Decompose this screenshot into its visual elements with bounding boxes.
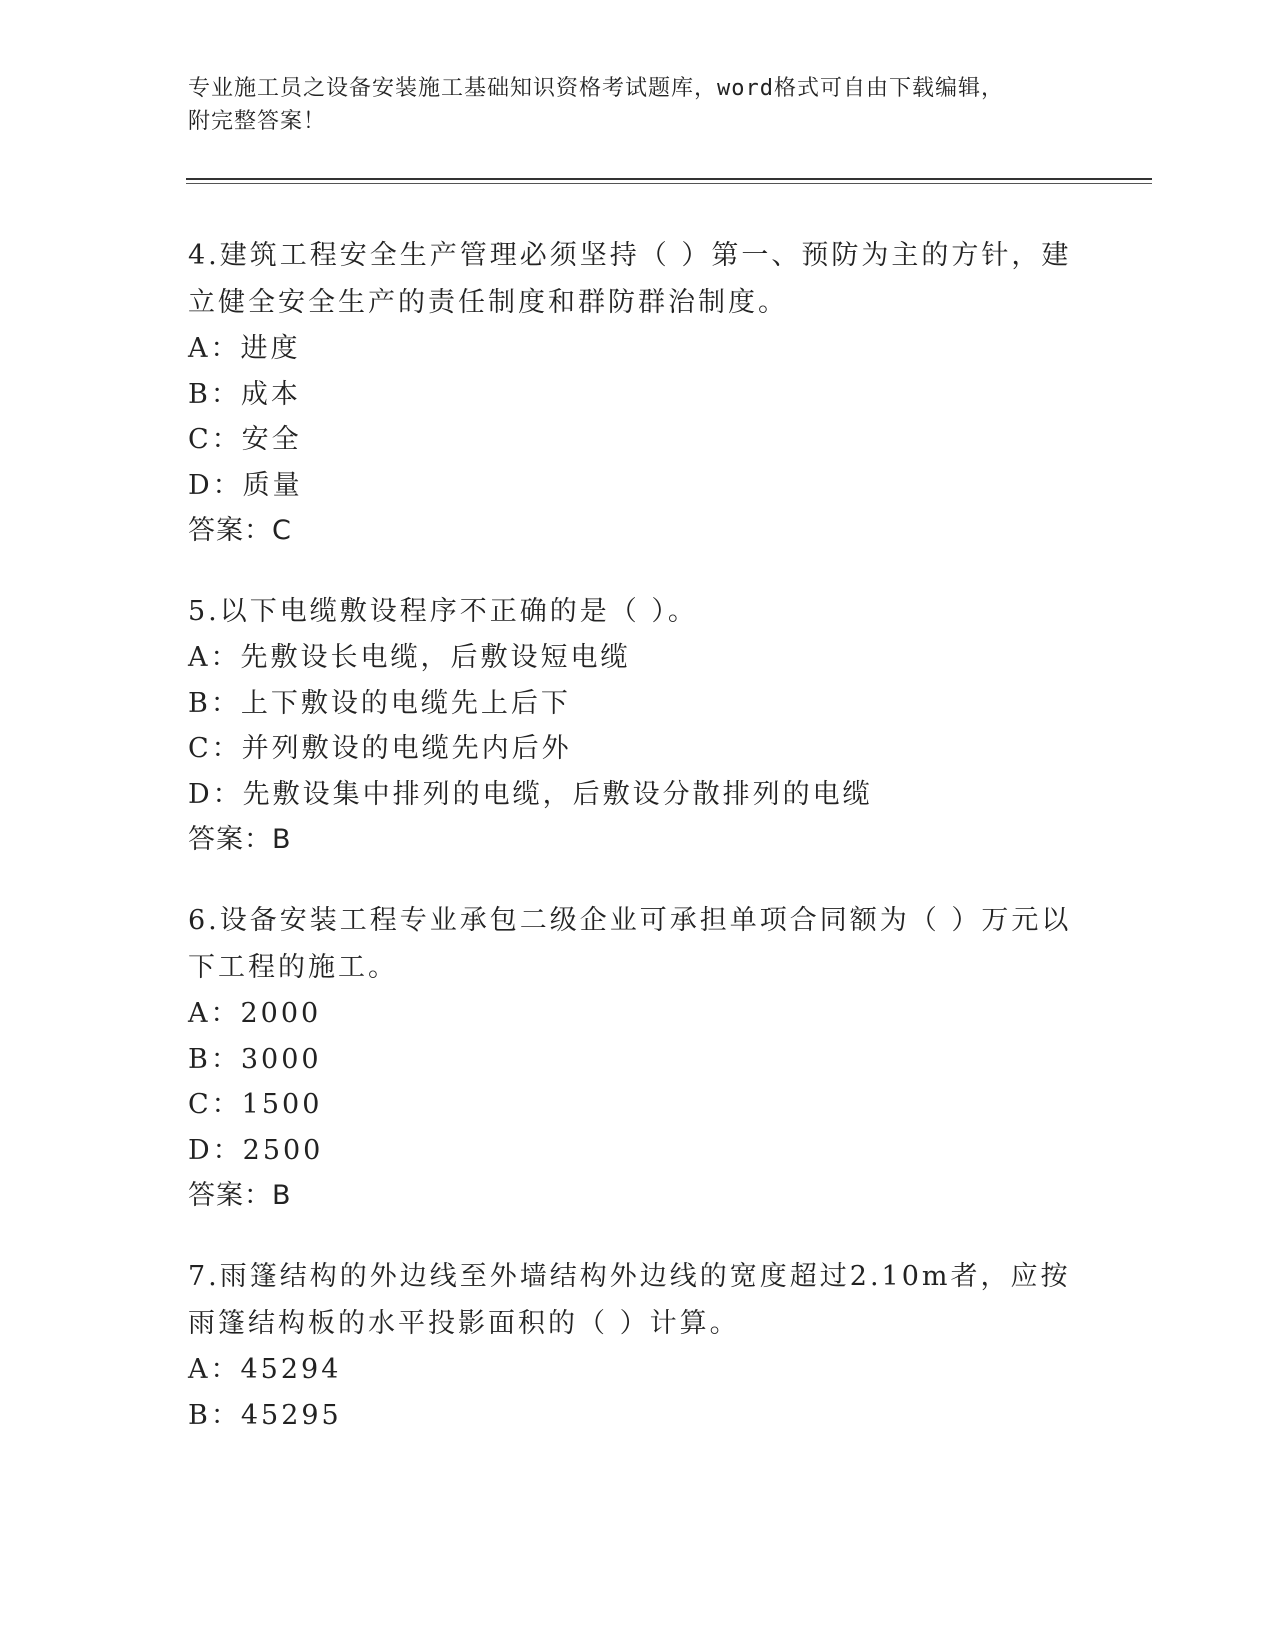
option-c: C：并列敷设的电缆先内后外: [188, 733, 572, 764]
option-b: B：45295: [188, 1399, 342, 1431]
question-4: [188, 232, 1088, 554]
option-a: A：2000: [188, 998, 322, 1029]
header-line-2: 附完整答案！: [188, 109, 327, 134]
option-d: D：先敷设集中排列的电缆，后敷设分散排列的电缆: [188, 778, 873, 810]
header-divider-thick: [186, 178, 1152, 180]
option-b: B：3000: [188, 1043, 322, 1075]
answer: 答案：B: [188, 1180, 292, 1211]
option-c: C：安全: [188, 424, 302, 455]
option-a: A：45294: [188, 1354, 342, 1385]
question-stem: 5.以下电缆敷设程序不正确的是（ ）。: [188, 596, 698, 627]
question-stem: 4.建筑工程安全生产管理必须坚持（ ）第一、预防为主的方针，建立健全安全生产的责任制度和群防群治制度。: [188, 240, 1072, 318]
question-6: [188, 897, 1088, 1219]
document-header: [188, 72, 1088, 138]
option-d: D：质量: [188, 469, 303, 501]
option-b: B：成本: [188, 378, 301, 410]
header-divider-thin: [186, 183, 1152, 184]
question-5: [188, 588, 1088, 863]
option-d: D：2500: [188, 1134, 324, 1166]
answer: 答案：C: [188, 515, 292, 546]
option-c: C：1500: [188, 1089, 323, 1120]
option-b: B：上下敷设的电缆先上后下: [188, 687, 571, 719]
question-list: [188, 232, 1088, 1472]
question-7: [188, 1253, 1088, 1438]
option-a: A：进度: [188, 333, 301, 364]
option-a: A：先敷设长电缆，后敷设短电缆: [188, 642, 631, 673]
header-line-1: 专业施工员之设备安装施工基础知识资格考试题库，word格式可自由下载编辑，: [188, 76, 1004, 101]
question-stem: 6.设备安装工程专业承包二级企业可承担单项合同额为（ ）万元以下工程的施工。: [188, 905, 1072, 983]
question-stem: 7.雨篷结构的外边线至外墙结构外边线的宽度超过2.10m者，应按雨篷结构板的水平投影面积的（ ）计算。: [188, 1261, 1071, 1339]
answer: 答案：B: [188, 824, 292, 855]
